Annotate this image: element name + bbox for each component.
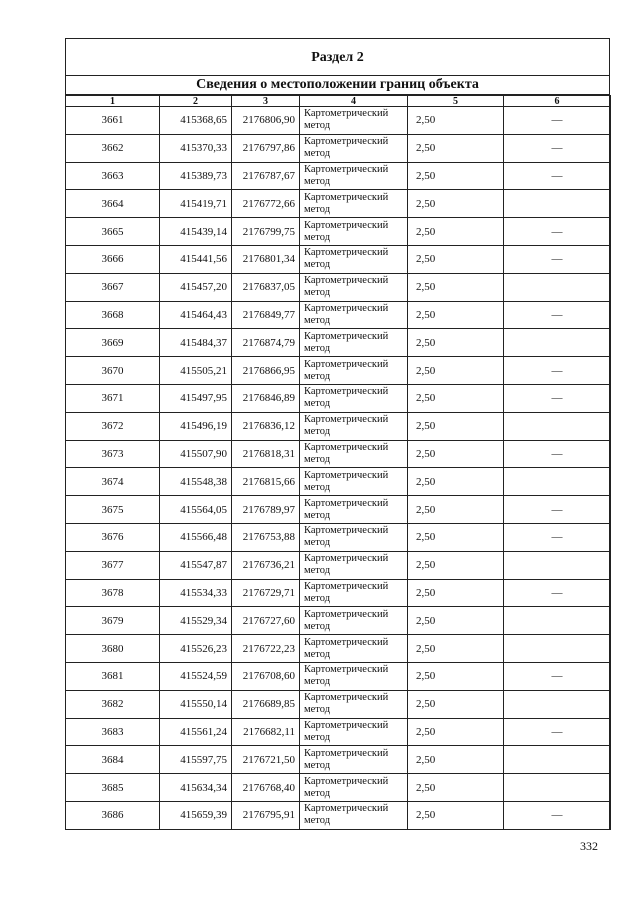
method-line-1: Картометрический (304, 747, 389, 759)
method-cell (300, 635, 408, 663)
table-row (66, 412, 611, 440)
method-cell (300, 801, 408, 829)
method-line-1: Картометрический (304, 386, 389, 398)
y-coordinate-cell: 2176708,60 (232, 662, 300, 690)
accuracy-cell: 2,50 (408, 718, 504, 746)
method-line-2: метод (304, 731, 331, 743)
method-cell (300, 746, 408, 774)
table-row (66, 662, 611, 690)
method-cell (300, 134, 408, 162)
y-coordinate-cell: 2176721,50 (232, 746, 300, 774)
method-line-1: Картометрический (304, 692, 389, 704)
accuracy-cell: 2,50 (408, 245, 504, 273)
point-number-cell: 3685 (66, 774, 160, 802)
accuracy-cell: 2,50 (408, 635, 504, 663)
note-cell: — (504, 662, 611, 690)
point-number-cell: 3680 (66, 635, 160, 663)
point-number-cell: 3668 (66, 301, 160, 329)
y-coordinate-cell: 2176795,91 (232, 801, 300, 829)
note-cell: — (504, 718, 611, 746)
method-cell (300, 468, 408, 496)
y-coordinate-cell: 2176866,95 (232, 357, 300, 385)
x-coordinate-cell: 415419,71 (160, 190, 232, 218)
table-row (66, 774, 611, 802)
table-row (66, 218, 611, 246)
method-line-1: Картометрический (304, 441, 389, 453)
table-title: Сведения о местоположении границ объекта (65, 75, 610, 95)
method-line-2: метод (304, 120, 331, 132)
method-line-1: Картометрический (304, 358, 389, 370)
point-number-cell: 3679 (66, 607, 160, 635)
y-coordinate-cell: 2176837,05 (232, 273, 300, 301)
accuracy-cell: 2,50 (408, 190, 504, 218)
method-line-2: метод (304, 481, 331, 493)
point-number-cell: 3664 (66, 190, 160, 218)
x-coordinate-cell: 415659,39 (160, 801, 232, 829)
method-cell (300, 440, 408, 468)
point-number-cell: 3681 (66, 662, 160, 690)
y-coordinate-cell: 2176787,67 (232, 162, 300, 190)
note-cell (504, 607, 611, 635)
method-line-1: Картометрический (304, 275, 389, 287)
point-number-cell: 3662 (66, 134, 160, 162)
method-line-1: Картометрический (304, 219, 389, 231)
x-coordinate-cell: 415496,19 (160, 412, 232, 440)
method-line-2: метод (304, 231, 331, 243)
point-number-cell: 3684 (66, 746, 160, 774)
method-cell (300, 607, 408, 635)
note-cell: — (504, 496, 611, 524)
table-row (66, 718, 611, 746)
point-number-cell: 3669 (66, 329, 160, 357)
x-coordinate-cell: 415464,43 (160, 301, 232, 329)
method-line-1: Картометрический (304, 525, 389, 537)
y-coordinate-cell: 2176799,75 (232, 218, 300, 246)
column-number: 2 (160, 96, 232, 107)
y-coordinate-cell: 2176801,34 (232, 245, 300, 273)
accuracy-cell: 2,50 (408, 551, 504, 579)
method-cell (300, 107, 408, 135)
x-coordinate-cell: 415484,37 (160, 329, 232, 357)
accuracy-cell: 2,50 (408, 801, 504, 829)
note-cell (504, 635, 611, 663)
table-row (66, 801, 611, 829)
accuracy-cell: 2,50 (408, 607, 504, 635)
note-cell: — (504, 440, 611, 468)
method-line-2: метод (304, 259, 331, 271)
method-line-1: Картометрический (304, 136, 389, 148)
note-cell (504, 329, 611, 357)
column-number: 6 (504, 96, 611, 107)
note-cell (504, 690, 611, 718)
y-coordinate-cell: 2176682,11 (232, 718, 300, 746)
method-line-1: Картометрический (304, 636, 389, 648)
method-line-1: Картометрический (304, 775, 389, 787)
method-cell (300, 496, 408, 524)
table-row (66, 384, 611, 412)
point-number-cell: 3674 (66, 468, 160, 496)
accuracy-cell: 2,50 (408, 357, 504, 385)
y-coordinate-cell: 2176815,66 (232, 468, 300, 496)
method-line-2: метод (304, 620, 331, 632)
method-cell (300, 245, 408, 273)
accuracy-cell: 2,50 (408, 162, 504, 190)
accuracy-cell: 2,50 (408, 774, 504, 802)
x-coordinate-cell: 415529,34 (160, 607, 232, 635)
note-cell: — (504, 107, 611, 135)
accuracy-cell: 2,50 (408, 301, 504, 329)
method-line-2: метод (304, 398, 331, 410)
accuracy-cell: 2,50 (408, 690, 504, 718)
method-line-2: метод (304, 314, 331, 326)
method-line-2: метод (304, 676, 331, 688)
note-cell (504, 774, 611, 802)
y-coordinate-cell: 2176768,40 (232, 774, 300, 802)
y-coordinate-cell: 2176722,23 (232, 635, 300, 663)
y-coordinate-cell: 2176818,31 (232, 440, 300, 468)
table-row (66, 357, 611, 385)
point-number-cell: 3686 (66, 801, 160, 829)
method-line-2: метод (304, 203, 331, 215)
y-coordinate-cell: 2176753,88 (232, 523, 300, 551)
x-coordinate-cell: 415548,38 (160, 468, 232, 496)
x-coordinate-cell: 415370,33 (160, 134, 232, 162)
accuracy-cell: 2,50 (408, 384, 504, 412)
method-line-2: метод (304, 453, 331, 465)
table-row (66, 190, 611, 218)
method-line-1: Картометрический (304, 469, 389, 481)
method-line-1: Картометрический (304, 719, 389, 731)
point-number-cell: 3665 (66, 218, 160, 246)
accuracy-cell: 2,50 (408, 329, 504, 357)
point-number-cell: 3683 (66, 718, 160, 746)
y-coordinate-cell: 2176689,85 (232, 690, 300, 718)
accuracy-cell: 2,50 (408, 440, 504, 468)
y-coordinate-cell: 2176772,66 (232, 190, 300, 218)
method-line-2: метод (304, 342, 331, 354)
table-row (66, 245, 611, 273)
table-row (66, 523, 611, 551)
method-cell (300, 218, 408, 246)
note-cell (504, 468, 611, 496)
point-number-cell: 3661 (66, 107, 160, 135)
point-number-cell: 3676 (66, 523, 160, 551)
section-title: Раздел 2 (65, 38, 610, 76)
x-coordinate-cell: 415389,73 (160, 162, 232, 190)
method-cell (300, 329, 408, 357)
column-number: 1 (66, 96, 160, 107)
method-cell (300, 357, 408, 385)
y-coordinate-cell: 2176729,71 (232, 579, 300, 607)
method-cell (300, 412, 408, 440)
point-number-cell: 3666 (66, 245, 160, 273)
y-coordinate-cell: 2176836,12 (232, 412, 300, 440)
x-coordinate-cell: 415634,34 (160, 774, 232, 802)
note-cell: — (504, 579, 611, 607)
method-line-1: Картометрический (304, 553, 389, 565)
accuracy-cell: 2,50 (408, 468, 504, 496)
column-number-row (66, 96, 611, 107)
method-line-1: Картометрический (304, 580, 389, 592)
method-cell (300, 162, 408, 190)
table-row (66, 273, 611, 301)
x-coordinate-cell: 415505,21 (160, 357, 232, 385)
note-cell: — (504, 162, 611, 190)
accuracy-cell: 2,50 (408, 662, 504, 690)
method-cell (300, 523, 408, 551)
note-cell: — (504, 523, 611, 551)
table-row (66, 107, 611, 135)
method-cell (300, 384, 408, 412)
x-coordinate-cell: 415597,75 (160, 746, 232, 774)
x-coordinate-cell: 415457,20 (160, 273, 232, 301)
point-number-cell: 3670 (66, 357, 160, 385)
table-row (66, 134, 611, 162)
column-number: 4 (300, 96, 408, 107)
method-line-2: метод (304, 648, 331, 660)
column-number: 3 (232, 96, 300, 107)
accuracy-cell: 2,50 (408, 134, 504, 162)
point-number-cell: 3671 (66, 384, 160, 412)
table-row (66, 579, 611, 607)
x-coordinate-cell: 415507,90 (160, 440, 232, 468)
note-cell (504, 412, 611, 440)
method-line-2: метод (304, 592, 331, 604)
method-line-2: метод (304, 175, 331, 187)
point-number-cell: 3678 (66, 579, 160, 607)
method-line-2: метод (304, 370, 331, 382)
table-row (66, 496, 611, 524)
x-coordinate-cell: 415550,14 (160, 690, 232, 718)
point-number-cell: 3663 (66, 162, 160, 190)
boundary-table (65, 95, 611, 830)
table-row (66, 551, 611, 579)
method-line-1: Картометрический (304, 414, 389, 426)
method-cell (300, 718, 408, 746)
method-line-1: Картометрический (304, 302, 389, 314)
x-coordinate-cell: 415524,59 (160, 662, 232, 690)
x-coordinate-cell: 415564,05 (160, 496, 232, 524)
x-coordinate-cell: 415497,95 (160, 384, 232, 412)
method-cell (300, 690, 408, 718)
x-coordinate-cell: 415439,14 (160, 218, 232, 246)
table-row (66, 440, 611, 468)
y-coordinate-cell: 2176846,89 (232, 384, 300, 412)
method-cell (300, 579, 408, 607)
table-row (66, 690, 611, 718)
note-cell (504, 190, 611, 218)
method-line-1: Картометрический (304, 497, 389, 509)
method-line-2: метод (304, 565, 331, 577)
method-line-1: Картометрический (304, 608, 389, 620)
table-row (66, 329, 611, 357)
method-line-2: метод (304, 759, 331, 771)
accuracy-cell: 2,50 (408, 218, 504, 246)
x-coordinate-cell: 415368,65 (160, 107, 232, 135)
column-number: 5 (408, 96, 504, 107)
point-number-cell: 3672 (66, 412, 160, 440)
accuracy-cell: 2,50 (408, 496, 504, 524)
note-cell: — (504, 384, 611, 412)
method-cell (300, 774, 408, 802)
x-coordinate-cell: 415441,56 (160, 245, 232, 273)
method-line-2: метод (304, 426, 331, 438)
accuracy-cell: 2,50 (408, 273, 504, 301)
accuracy-cell: 2,50 (408, 107, 504, 135)
accuracy-cell: 2,50 (408, 579, 504, 607)
accuracy-cell: 2,50 (408, 523, 504, 551)
method-line-2: метод (304, 287, 331, 299)
method-line-1: Картометрический (304, 247, 389, 259)
note-cell (504, 273, 611, 301)
point-number-cell: 3673 (66, 440, 160, 468)
method-line-2: метод (304, 148, 331, 160)
method-cell (300, 551, 408, 579)
point-number-cell: 3682 (66, 690, 160, 718)
x-coordinate-cell: 415566,48 (160, 523, 232, 551)
table-row (66, 607, 611, 635)
note-cell: — (504, 801, 611, 829)
y-coordinate-cell: 2176789,97 (232, 496, 300, 524)
page-number: 332 (580, 839, 598, 853)
method-line-2: метод (304, 537, 331, 549)
note-cell (504, 746, 611, 774)
method-line-2: метод (304, 509, 331, 521)
note-cell: — (504, 357, 611, 385)
y-coordinate-cell: 2176797,86 (232, 134, 300, 162)
x-coordinate-cell: 415526,23 (160, 635, 232, 663)
method-line-1: Картометрический (304, 191, 389, 203)
note-cell (504, 551, 611, 579)
method-line-1: Картометрический (304, 108, 389, 120)
table-row (66, 162, 611, 190)
point-number-cell: 3677 (66, 551, 160, 579)
method-line-1: Картометрический (304, 330, 389, 342)
x-coordinate-cell: 415547,87 (160, 551, 232, 579)
note-cell: — (504, 301, 611, 329)
table-row (66, 746, 611, 774)
y-coordinate-cell: 2176849,77 (232, 301, 300, 329)
accuracy-cell: 2,50 (408, 412, 504, 440)
method-line-2: метод (304, 704, 331, 716)
method-cell (300, 273, 408, 301)
point-number-cell: 3667 (66, 273, 160, 301)
y-coordinate-cell: 2176806,90 (232, 107, 300, 135)
method-line-2: метод (304, 815, 331, 827)
table-row (66, 301, 611, 329)
table-row (66, 468, 611, 496)
point-number-cell: 3675 (66, 496, 160, 524)
method-cell (300, 662, 408, 690)
x-coordinate-cell: 415561,24 (160, 718, 232, 746)
note-cell: — (504, 245, 611, 273)
method-cell (300, 301, 408, 329)
method-line-1: Картометрический (304, 163, 389, 175)
table-row (66, 635, 611, 663)
accuracy-cell: 2,50 (408, 746, 504, 774)
note-cell: — (504, 134, 611, 162)
method-line-2: метод (304, 787, 331, 799)
method-line-1: Картометрический (304, 664, 389, 676)
method-line-1: Картометрический (304, 803, 389, 815)
y-coordinate-cell: 2176727,60 (232, 607, 300, 635)
note-cell: — (504, 218, 611, 246)
y-coordinate-cell: 2176736,21 (232, 551, 300, 579)
method-cell (300, 190, 408, 218)
x-coordinate-cell: 415534,33 (160, 579, 232, 607)
y-coordinate-cell: 2176874,79 (232, 329, 300, 357)
